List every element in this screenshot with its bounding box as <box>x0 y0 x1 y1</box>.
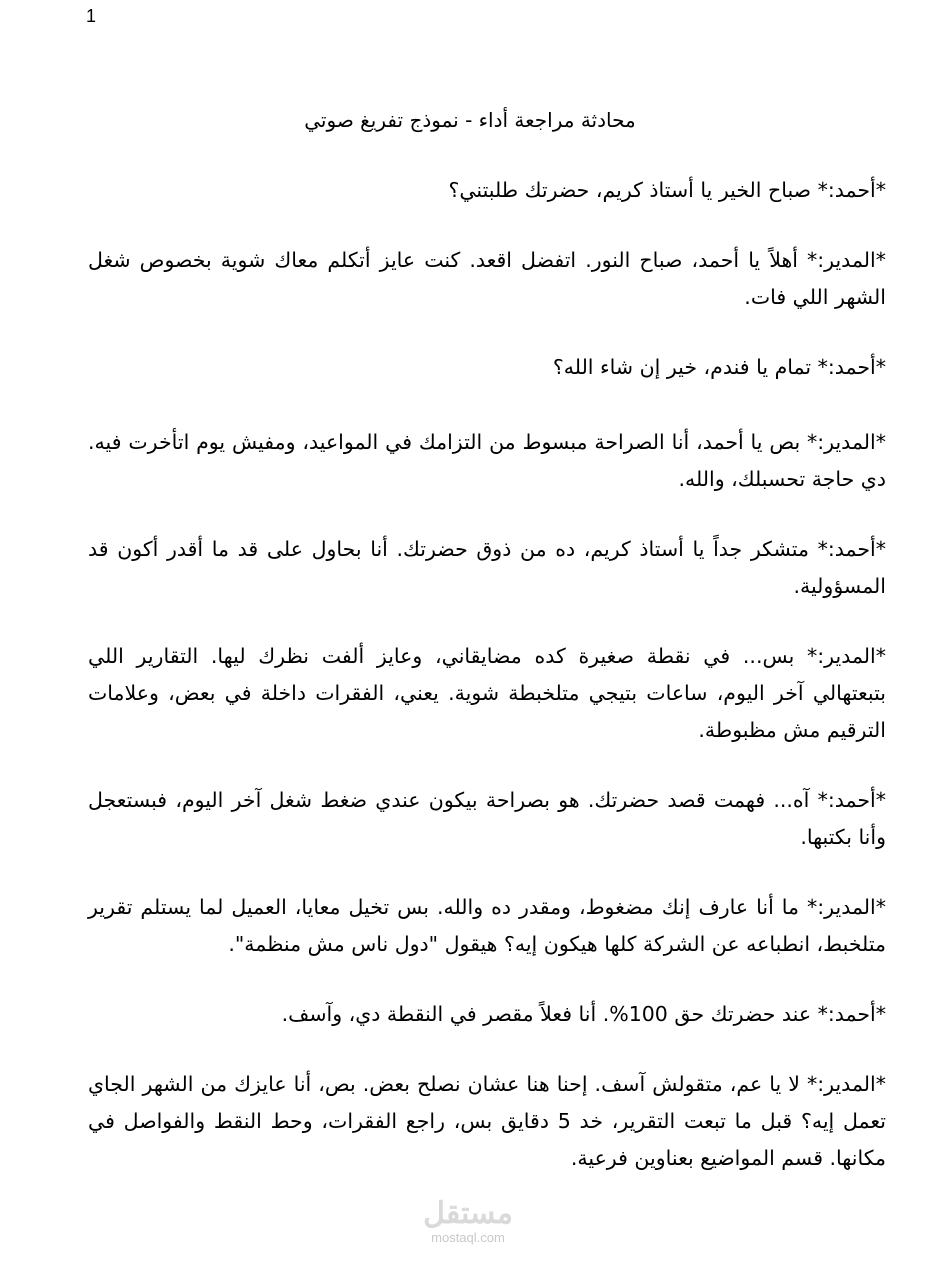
paragraph-ahmed-agree: *أحمد:* عند حضرتك حق 100%. أنا فعلاً مقصر في النقطة دي، وآسف. <box>281 1002 886 1026</box>
mostaql-watermark <box>393 1198 543 1246</box>
paragraph-manager-client: *المدير:* ما أنا عارف إنك مضغوط، ومقدر ده والله. بس تخيل معايا، العميل لما يستلم تقرير متلخبط، انطباعه عن الشركة كلها هيكون إيه؟ هيقول "دول ناس مش منظمة". <box>88 895 886 956</box>
watermark-domain: mostaql.com <box>431 1230 505 1245</box>
paragraph-manager-praise: *المدير:* بص يا أحمد، أنا الصراحة مبسوط من التزامك في المواعيد، ومفيش يوم اتأخرت فيه. دي حاجة تحسبلك، والله. <box>88 430 886 491</box>
paragraph-manager-concern: *المدير:* بس... في نقطة صغيرة كده مضايقاني، وعايز ألفت نظرك ليها. التقارير اللي بتبعتهالي آخر اليوم، ساعات بتيجي متلخبطة شوية. يعني، الفقرات داخلة في بعض، وعلامات الترقيم مش مظبوطة. <box>88 644 886 742</box>
transcript-body <box>88 172 886 1210</box>
document-title: محادثة مراجعة أداء - نموذج تفريغ صوتي <box>304 108 636 132</box>
paragraph-manager-welcome: *المدير:* أهلاً يا أحمد، صباح النور. اتفضل اقعد. كنت عايز أتكلم معاك شوية بخصوص شغل الشهر اللي فات. <box>88 248 886 309</box>
watermark-logo: مستقل <box>423 1197 513 1230</box>
page-number: 1 <box>86 6 97 26</box>
paragraph-ahmed-thanks: *أحمد:* متشكر جداً يا أستاذ كريم، ده من ذوق حضرتك. أنا بحاول على قد ما أقدر أكون قد المسؤولية. <box>88 537 886 598</box>
paragraph-manager-advice: *المدير:* لا يا عم، متقولش آسف. إحنا هنا عشان نصلح بعض. بص، أنا عايزك من الشهر الجاي تعمل إيه؟ قبل ما تبعت التقرير، خد 5 دقايق بس، راجع الفقرات، وحط النقط والفواصل في مكانها. قسم المواضيع بعناوين فرعية. <box>88 1072 886 1170</box>
paragraph-ahmed-greeting: *أحمد:* صباح الخير يا أستاذ كريم، حضرتك طلبتني؟ <box>448 178 886 202</box>
paragraph-ahmed-explain: *أحمد:* آه... فهمت قصد حضرتك. هو بصراحة بيكون عندي ضغط شغل آخر اليوم، فبستعجل وأنا بكتبها. <box>88 788 886 849</box>
paragraph-ahmed-reply: *أحمد:* تمام يا فندم، خير إن شاء الله؟ <box>552 355 886 379</box>
